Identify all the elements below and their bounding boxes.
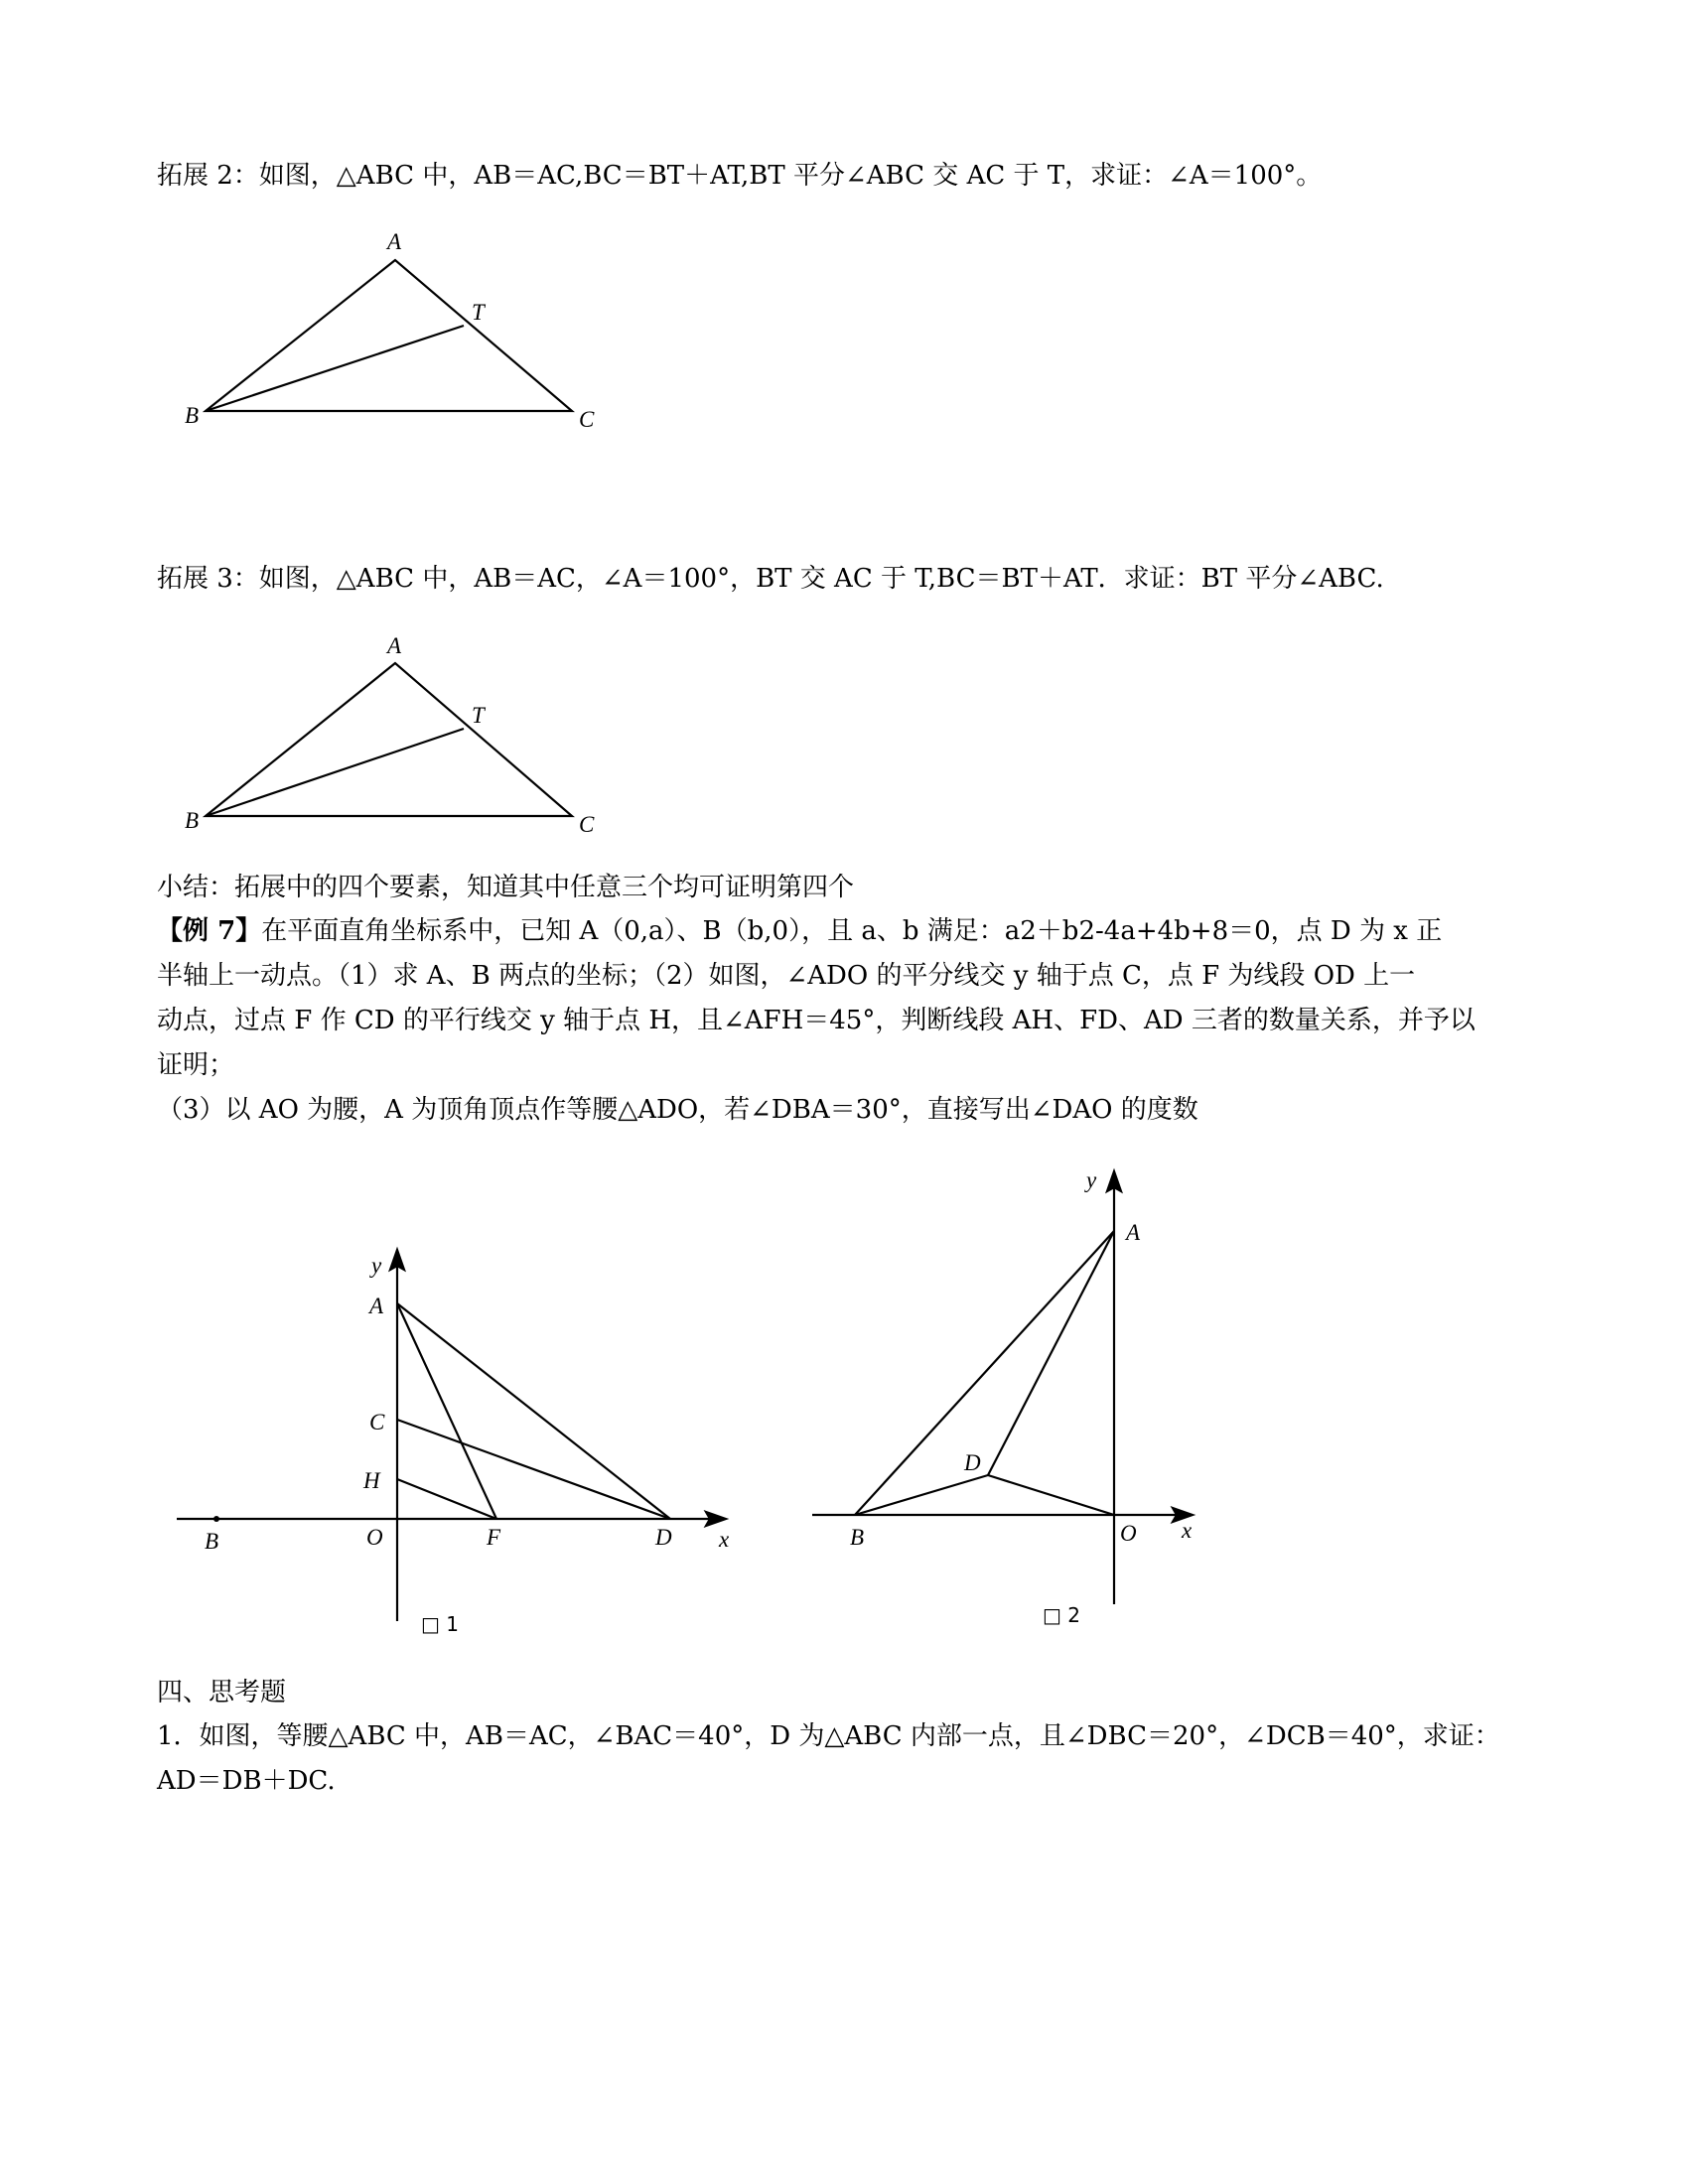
- ext3-triangle-abc: [206, 663, 572, 816]
- ext2-triangle-abc: [206, 260, 572, 411]
- fig1-label-d: D: [655, 1525, 672, 1550]
- fig2-label-a: A: [1126, 1220, 1141, 1245]
- fig2-label-y: y: [1086, 1167, 1097, 1192]
- ext2-label-c: C: [579, 407, 595, 432]
- fig1-segment-cd: [397, 1420, 670, 1519]
- fig1-label-o: O: [366, 1525, 383, 1550]
- example7-figure-2: [794, 1157, 1221, 1643]
- example7-line-2: 半轴上一动点。（1）求 A、B 两点的坐标；（2）如图，∠ADO 的平分线交 y 轴于点 C，点 F 为线段 OD 上一: [157, 961, 1416, 991]
- example7-line-5: （3）以 AO 为腰，A 为顶角顶点作等腰△ADO，若∠DBA＝30°，直接写出∠DAO 的度数: [157, 1095, 1198, 1125]
- example7-bracket-open: 【: [157, 916, 184, 946]
- fig2-segment-ad: [988, 1231, 1114, 1475]
- fig1-label-b: B: [205, 1529, 219, 1554]
- example7-line-3: 动点，过点 F 作 CD 的平行线交 y 轴于点 H，且∠AFH＝45°，判断线段 AH、FD、AD 三者的数量关系，并予以: [157, 1006, 1476, 1035]
- fig1-y-arrow: [390, 1250, 404, 1270]
- fig2-y-arrow: [1107, 1171, 1121, 1191]
- section4-heading: 四、思考题: [157, 1678, 287, 1707]
- ext3-label-b: B: [185, 808, 200, 833]
- ext3-segment-bt: [206, 729, 464, 816]
- fig1-segment-ad: [397, 1303, 670, 1519]
- fig2-caption: □ 2: [1043, 1603, 1080, 1627]
- ext3-label-c: C: [579, 812, 595, 837]
- fig1-caption: □ 1: [421, 1612, 459, 1636]
- fig1-segment-af: [397, 1303, 496, 1519]
- ext2-label-b: B: [185, 403, 200, 428]
- ext2-triangle-figure: [179, 223, 616, 442]
- ext3-label-t: T: [472, 703, 485, 728]
- fig1-label-f: F: [487, 1525, 501, 1550]
- example7-bracket-close: 】: [235, 916, 262, 946]
- fig1-label-a: A: [369, 1294, 384, 1318]
- section4-question1-line2: AD＝DB＋DC.: [157, 1766, 336, 1796]
- ext3-label-a: A: [387, 633, 402, 658]
- fig2-label-b: B: [850, 1525, 865, 1550]
- example7-figure-1: [169, 1236, 745, 1653]
- ext2-label-a: A: [387, 229, 402, 254]
- fig2-label-o: O: [1120, 1521, 1137, 1546]
- fig1-label-c: C: [369, 1410, 385, 1434]
- ext2-problem-text: 拓展 2：如图，△ABC 中，AB＝AC,BC＝BT＋AT,BT 平分∠ABC 交 AC 于 T，求证：∠A＝100°。: [157, 161, 1323, 191]
- summary-text: 小结：拓展中的四个要素，知道其中任意三个均可证明第四个: [157, 873, 855, 902]
- fig1-label-x: x: [719, 1527, 730, 1552]
- ext3-triangle-figure: [179, 627, 616, 846]
- example7-line-1: [157, 914, 1442, 948]
- fig2-segment-do: [988, 1475, 1114, 1515]
- fig2-segment-bd: [855, 1475, 988, 1515]
- fig2-label-x: x: [1182, 1518, 1193, 1543]
- ext2-segment-bt: [206, 326, 464, 411]
- fig1-label-y: y: [371, 1253, 382, 1278]
- ext3-problem-text: 拓展 3：如图，△ABC 中，AB＝AC，∠A＝100°，BT 交 AC 于 T,BC＝BT＋AT．求证：BT 平分∠ABC.: [157, 564, 1384, 594]
- fig1-label-h: H: [363, 1468, 380, 1493]
- fig2-label-d: D: [964, 1450, 981, 1475]
- fig2-segment-ab: [855, 1231, 1114, 1515]
- ext2-label-t: T: [472, 300, 485, 325]
- section4-question1-line1: 1．如图，等腰△ABC 中，AB＝AC，∠BAC＝40°，D 为△ABC 内部一点，且∠DBC＝20°，∠DCB＝40°，求证：: [157, 1721, 1500, 1751]
- fig1-point-b: [213, 1516, 219, 1522]
- example7-text-1: 在平面直角坐标系中，已知 A（0,a）、B（b,0），且 a、b 满足：a2＋b2-4a+4b+8＝0，点 D 为 x 正: [261, 916, 1443, 946]
- fig1-x-arrow: [706, 1512, 726, 1526]
- example7-line-4: 证明；: [157, 1050, 235, 1080]
- example7-tag: 例 7: [183, 916, 236, 946]
